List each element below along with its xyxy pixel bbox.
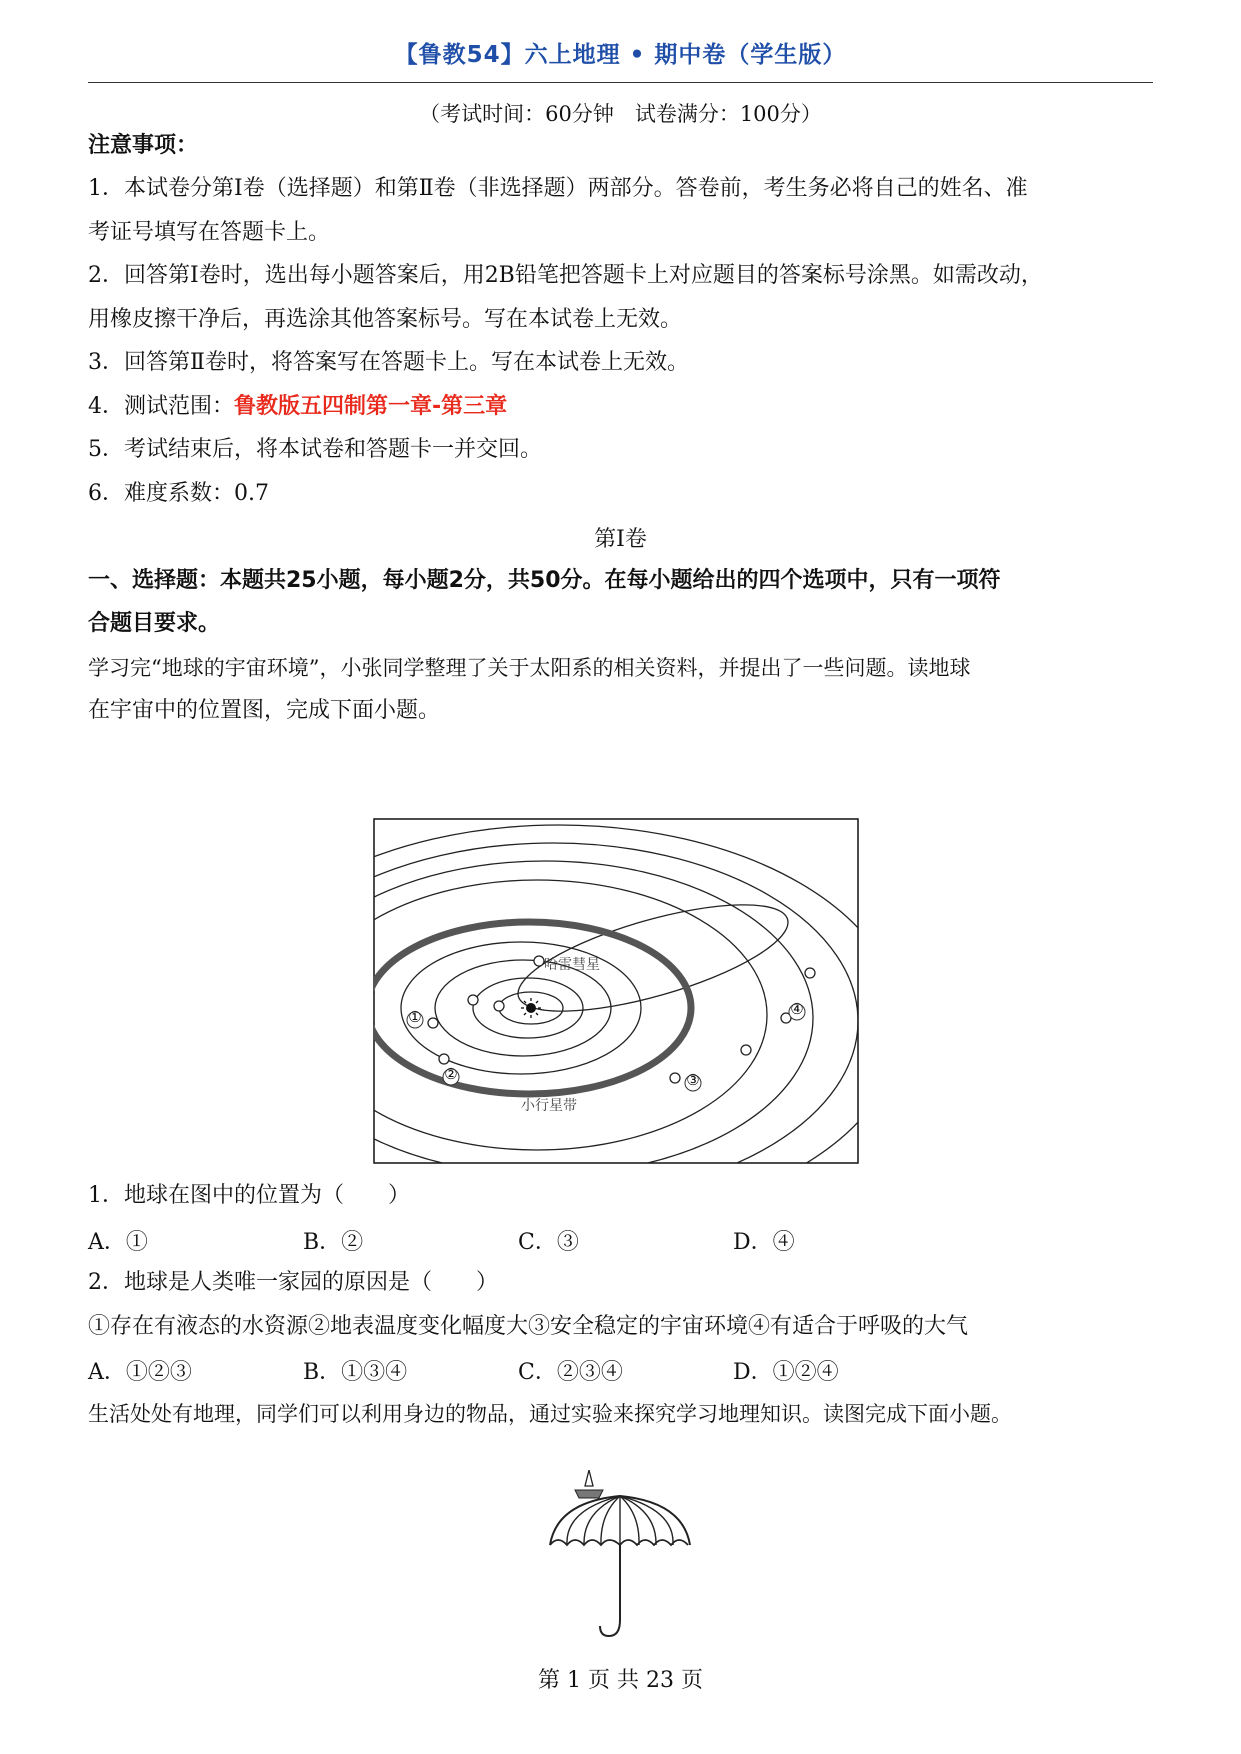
q2-option-c[interactable]: C．②③④	[518, 1360, 623, 1385]
volume-title: 第Ⅰ卷	[594, 527, 647, 552]
q1-option-b[interactable]: B．②	[303, 1230, 364, 1255]
q2-option-a[interactable]: A．①②③	[88, 1360, 192, 1385]
asteroid-belt-label: 小行星带	[521, 1097, 577, 1113]
planet-marker-3	[670, 1073, 680, 1083]
comet-label: 哈雷彗星	[544, 956, 600, 972]
q1-option-a[interactable]: A．①	[88, 1230, 148, 1255]
exam-info: （考试时间：60分钟 试卷满分：100分）	[419, 102, 822, 126]
part-instructions-line2: 合题目要求。	[88, 611, 221, 636]
q1-stem: 1．地球在图中的位置为（ ）	[88, 1183, 410, 1208]
q2-option-d[interactable]: D．①②④	[733, 1360, 839, 1385]
notes-heading: 注意事项：	[88, 133, 199, 158]
part-instructions-line1: 一、选择题：本题共25小题，每小题2分，共50分。在每小题给出的四个选项中，只有一项符	[88, 568, 1001, 593]
note-5: 5．考试结束后，将本试卷和答题卡一并交回。	[88, 437, 542, 462]
planet-marker-1	[428, 1018, 438, 1028]
comet-dot	[534, 956, 544, 966]
note-6: 6．难度系数：0.7	[88, 481, 269, 506]
passage1-line1: 学习完“地球的宇宙环境”，小张同学整理了关于太阳系的相关资料，并提出了一些问题。读地球	[88, 656, 971, 680]
figure-frame	[374, 819, 858, 1163]
q1-option-c[interactable]: C．③	[518, 1230, 579, 1255]
solar-system-figure	[373, 818, 859, 1164]
q2-option-b[interactable]: B．①③④	[303, 1360, 408, 1385]
umbrella-figure	[545, 1470, 695, 1640]
q2-stem: 2．地球是人类唯一家园的原因是（ ）	[88, 1270, 498, 1295]
note-2-line1: 2．回答第Ⅰ卷时，选出每小题答案后，用2B铅笔把答题卡上对应题目的答案标号涂黑。如需改动，	[88, 263, 1043, 288]
note-4	[88, 392, 507, 422]
planet-venus	[468, 995, 478, 1005]
note-2-line2: 用橡皮擦干净后，再选涂其他答案标号。写在本试卷上无效。	[88, 307, 683, 332]
note-4-scope: 鲁教版五四制第一章-第三章	[234, 394, 508, 419]
q1-option-d[interactable]: D．④	[733, 1230, 795, 1255]
note-1-line2: 考证号填写在答题卡上。	[88, 220, 331, 245]
marker-2-label: ②	[444, 1065, 458, 1083]
umbrella-handle	[600, 1620, 620, 1636]
top-flag-icon	[585, 1470, 593, 1486]
passage1-line2: 在宇宙中的位置图，完成下面小题。	[88, 698, 441, 723]
planet-jupiter	[741, 1045, 751, 1055]
q2-statements: ①存在有液态的水资源②地表温度变化幅度大③安全稳定的宇宙环境④有适合于呼吸的大气	[88, 1314, 969, 1339]
note-4-prefix: 4．测试范围：	[88, 394, 234, 419]
document-header-title: 【鲁教54】六上地理 • 期中卷（学生版）	[394, 42, 847, 68]
marker-3-label: ③	[686, 1071, 700, 1089]
note-1-line1: 1．本试卷分第Ⅰ卷（选择题）和第Ⅱ卷（非选择题）两部分。答卷前，考生务必将自己的姓名、准	[88, 176, 1028, 201]
planet-marker-2	[439, 1054, 449, 1064]
sun-label	[523, 994, 539, 1010]
note-3: 3．回答第Ⅱ卷时，将答案写在答题卡上。写在本试卷上无效。	[88, 350, 689, 375]
marker-4-label: ④	[790, 1000, 804, 1018]
page-footer: 第 1 页 共 23 页	[538, 1668, 703, 1693]
top-boat-icon	[575, 1490, 603, 1498]
planet-mercury	[494, 1001, 504, 1011]
marker-1-label: ①	[408, 1008, 422, 1026]
header-divider	[88, 82, 1153, 83]
passage2-line1: 生活处处有地理，同学们可以利用身边的物品，通过实验来探究学习地理知识。读图完成下面小题。	[88, 1402, 1012, 1426]
planet-outer	[805, 968, 815, 978]
